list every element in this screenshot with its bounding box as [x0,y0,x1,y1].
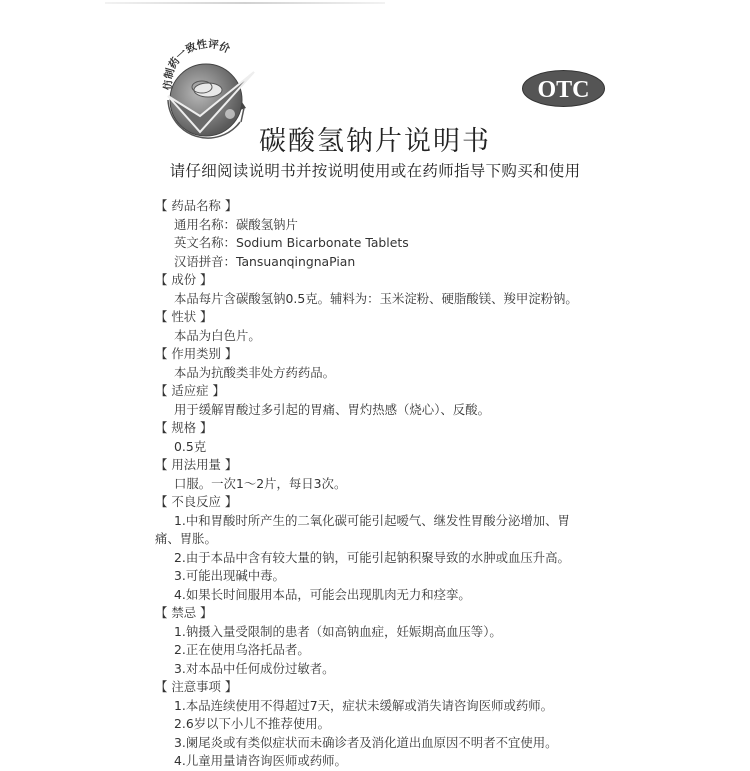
adverse-reaction-item: 2.由于本品中含有较大量的钠，可能引起钠积聚导致的水肿或血压升高。 [174,549,570,565]
precaution-item: 3.阑尾炎或有类似症状而未确诊者及消化道出血原因不明者不宜使用。 [174,734,558,750]
appearance-line: 本品为白色片。 [174,327,261,343]
section-heading-indications: 【 适应症 】 [155,383,225,398]
adverse-reaction-item: 3.可能出现碱中毒。 [174,568,285,583]
section-heading-adverse-reactions: 【 不良反应 】 [155,494,238,509]
category-line: 本品为抗酸类非处方药药品。 [174,364,336,380]
contraindication-item: 3.对本品中任何成份过敏者。 [174,660,335,676]
section-heading-precautions: 【 注意事项 】 [155,679,238,694]
scan-edge-line [105,2,385,4]
english-name-line: 英文名称：Sodium Bicarbonate Tablets [174,235,409,250]
ingredients-line: 本品每片含碳酸氢钠0.5克。辅料为：玉米淀粉、硬脂酸镁、羧甲淀粉钠。 [174,290,578,306]
generic-name-line: 通用名称：碳酸氢钠片 [174,216,298,232]
pinyin-name-line: 汉语拼音：TansuanqingnaPian [174,253,356,269]
document-title: 碳酸氢钠片说明书 [259,126,491,157]
precaution-item: 2.6岁以下小儿不推荐使用。 [174,716,331,731]
indications-line: 用于缓解胃酸过多引起的胃痛、胃灼热感（烧心）、反酸。 [174,401,490,417]
section-heading-specification: 【 规格 】 [155,420,213,435]
section-heading-category: 【 作用类别 】 [155,346,238,361]
leaflet-body [155,197,615,771]
section-heading-drug-name: 【 药品名称 】 [155,198,238,213]
adverse-reaction-item: 4.如果长时间服用本品，可能会出现肌肉无力和痉挛。 [174,586,471,602]
document-subtitle: 请仔细阅读说明书并按说明使用或在药师指导下购买和使用 [169,162,581,180]
precaution-item: 1.本品连续使用不得超过7天，症状未缓解或消失请咨询医师或药师。 [174,697,554,713]
otc-badge-icon [521,69,606,108]
contraindication-item: 2.正在使用乌洛托品者。 [174,642,310,657]
adverse-reaction-item-continued: 痛、胃胀。 [155,531,217,546]
section-heading-appearance: 【 性状 】 [155,309,213,324]
section-heading-dosage: 【 用法用量 】 [155,457,238,472]
section-heading-contraindications: 【 禁忌 】 [155,605,213,620]
otc-text: OTC [537,77,590,103]
adverse-reaction-item: 1.中和胃酸时所产生的二氧化碳可能引起嗳气、继发性胃酸分泌增加、胃 [174,512,570,528]
specification-line: 0.5克 [174,438,207,454]
contraindication-item: 1.钠摄入量受限制的患者（如高钠血症，妊娠期高血压等）。 [174,623,502,639]
precaution-item: 4.儿童用量请咨询医师或药师。 [174,753,347,768]
badge-text: 仿制药一致性评价 [162,38,232,91]
section-heading-ingredients: 【 成份 】 [155,272,213,287]
dosage-line: 口服。一次1～2片，每日3次。 [174,475,347,491]
